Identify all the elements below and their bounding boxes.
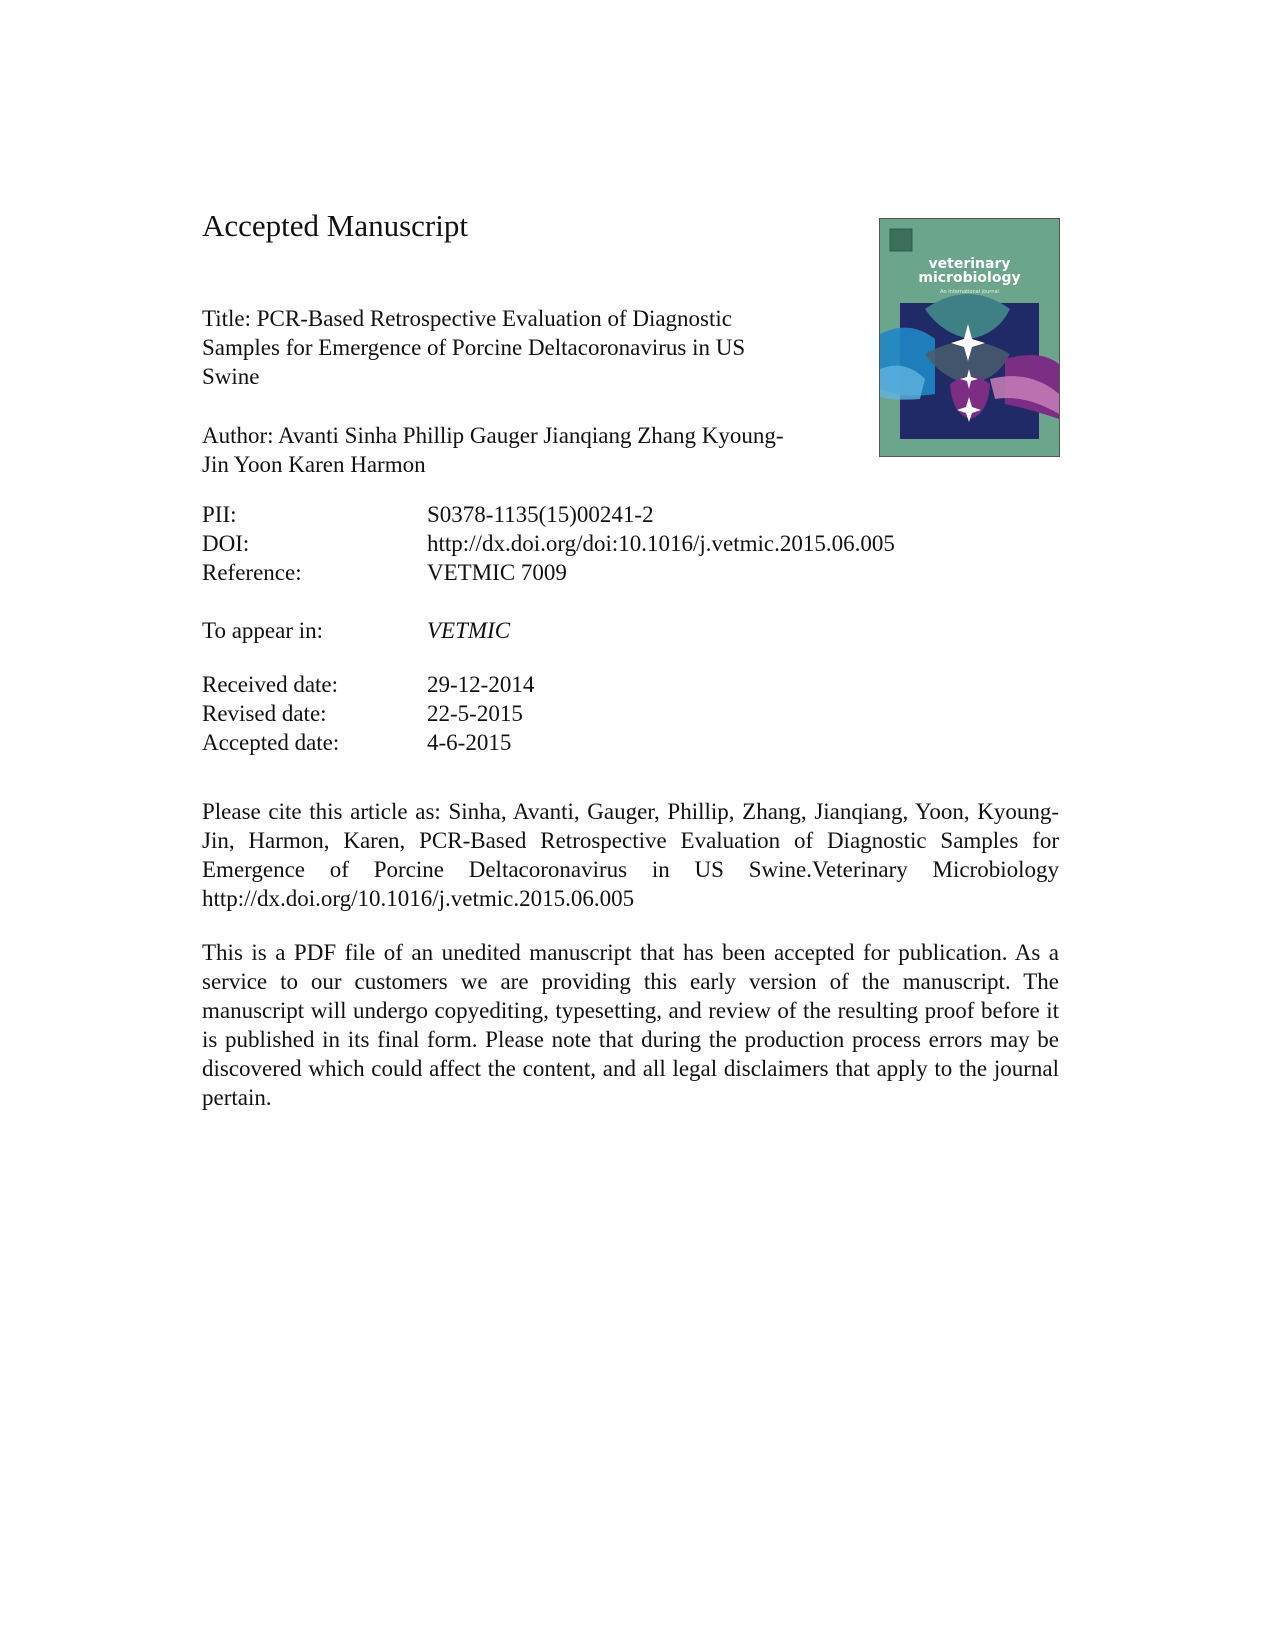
meta-appear-label: To appear in:: [202, 618, 324, 643]
meta-received-label: Received date:: [202, 672, 339, 697]
meta-reference-label: Reference:: [202, 560, 302, 585]
meta-reference: [202, 558, 567, 587]
meta-doi-label: DOI:: [202, 531, 250, 556]
meta-accepted-value: 4-6-2015: [427, 730, 512, 755]
citation-paragraph: Please cite this article as: Sinha, Avanti, Gauger, Phillip, Zhang, Jianqiang, Yoon, Kyoung-Jin, Harmon, Karen, PCR-Based Retrospective Evaluation of Diagnostic Samples for Emergence of Porcine Deltacoronavirus in US Swine.Veterinary Microbiology http://dx.doi.org/10.1016/j.vetmic.2015.06.005: [202, 799, 1059, 911]
meta-received-value: 29-12-2014: [427, 672, 535, 697]
meta-revised-value: 22-5-2015: [427, 701, 523, 726]
meta-reference-value: VETMIC 7009: [427, 560, 567, 585]
meta-accepted-label: Accepted date:: [202, 730, 340, 755]
cover-journal-line2: microbiology: [918, 270, 1021, 286]
meta-doi: [202, 529, 895, 558]
meta-appear: [202, 616, 510, 645]
meta-received: [202, 670, 534, 699]
meta-pii-value: S0378-1135(15)00241-2: [427, 502, 654, 527]
cover-tagline: An international journal: [940, 289, 999, 295]
disclaimer-paragraph: This is a PDF file of an unedited manuscript that has been accepted for publication. As a service to our customers we are providing this early version of the manuscript. The manuscript will undergo copyediting, typesetting, and review of the resulting proof before it is published in its final form. Please note that during the production process errors may be discovered which could affect the content, and all legal disclaimers that apply to the journal pertain.: [202, 940, 1059, 1110]
cover-journal-line1: veterinary: [928, 256, 1011, 272]
meta-revised: [202, 699, 523, 728]
publisher-logo-icon: [890, 229, 912, 251]
meta-accepted: [202, 728, 511, 757]
journal-cover-image: [879, 218, 1060, 457]
meta-appear-value: VETMIC: [427, 618, 511, 643]
page-title: Accepted Manuscript: [202, 208, 468, 243]
article-title: Title: PCR-Based Retrospective Evaluation of Diagnostic Samples for Emergence of Porcine Deltacoronavirus in US Swine: [202, 306, 746, 389]
meta-pii-label: PII:: [202, 502, 237, 527]
article-authors: Author: Avanti Sinha Phillip Gauger Jianqiang Zhang Kyoung-Jin Yoon Karen Harmon: [202, 423, 784, 477]
cover-artwork: [880, 219, 1059, 456]
meta-doi-link[interactable]: http://dx.doi.org/doi:10.1016/j.vetmic.2015.06.005: [427, 531, 895, 556]
meta-pii: [202, 500, 654, 529]
meta-revised-label: Revised date:: [202, 701, 327, 726]
